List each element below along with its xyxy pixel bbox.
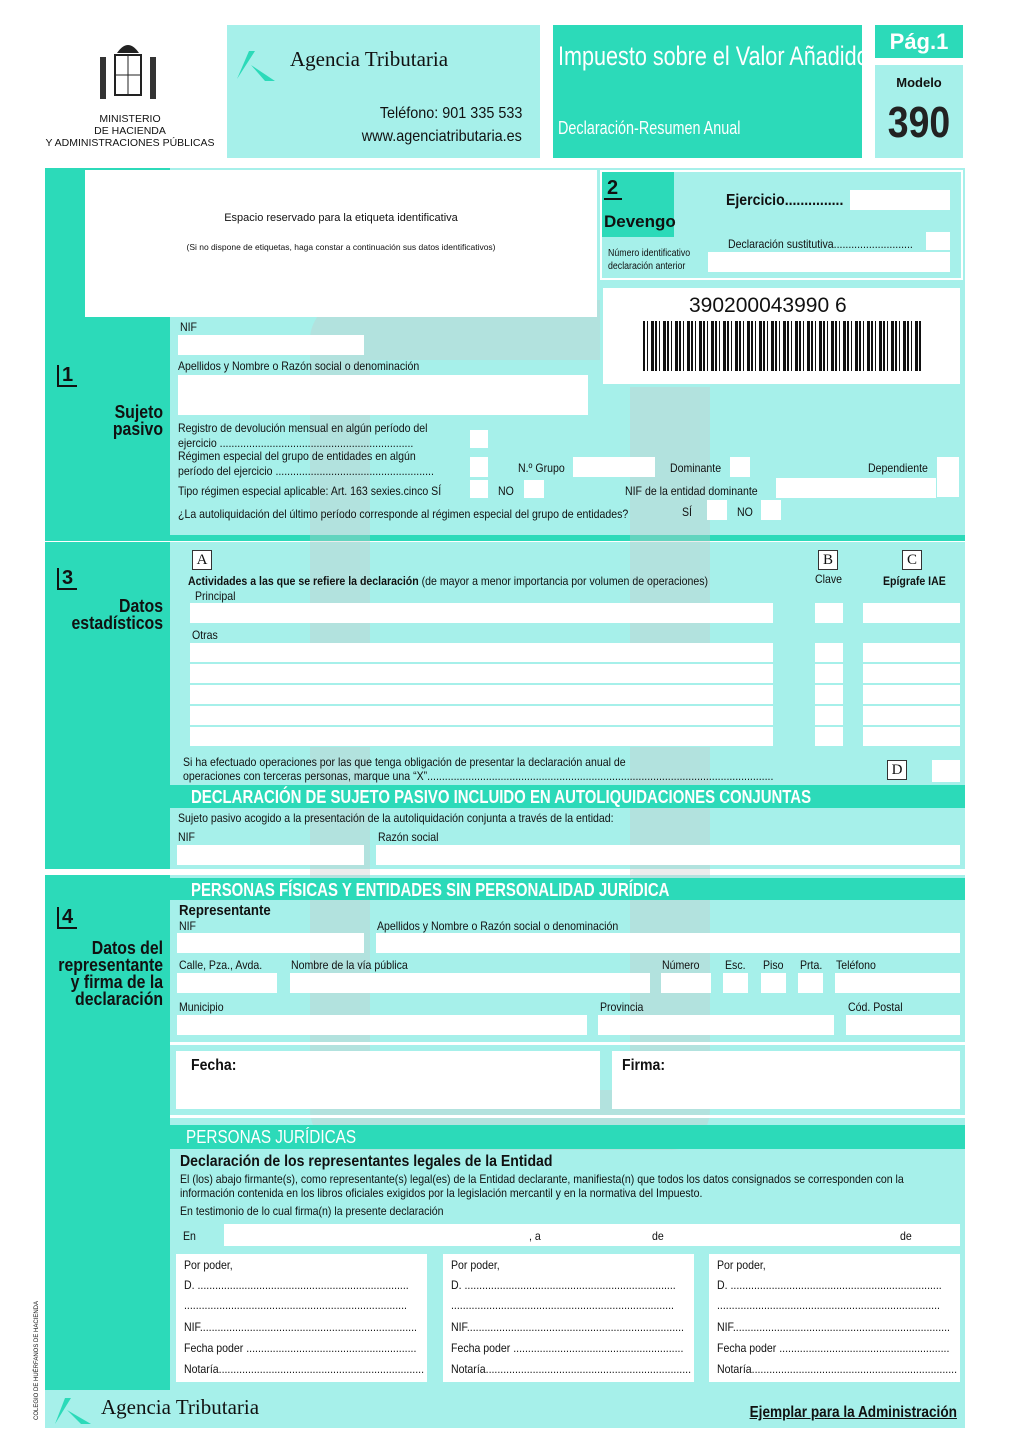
poder-fp: Fecha poder .......................................................... — [184, 1341, 417, 1355]
telefono-label: Teléfono — [836, 958, 876, 972]
principal-epigrafe-field[interactable] — [863, 603, 960, 623]
tipo-regimen-label: Tipo régimen especial aplicable: Art. 163 sexies.cinco SÍ — [178, 484, 442, 498]
section-4-number: 4 — [57, 907, 77, 929]
conjunta-band-title: DECLARACIÓN DE SUJETO PASIVO INCLUIDO EN AUTOLIQUIDACIONES CONJUNTAS — [191, 787, 812, 807]
nif-field[interactable] — [178, 335, 364, 355]
decl-text-2: información contenida en los libros oficiales exigidos por la legislación mercantil y en la normativa del Impuesto. — [180, 1186, 703, 1200]
poder-d: D. ........................................................................ — [184, 1278, 409, 1292]
autoliq-si-checkbox[interactable] — [707, 500, 727, 520]
footer-agency: Agencia Tributaria — [101, 1395, 260, 1419]
page-label: Pág.1 — [889, 29, 949, 54]
apellidos-label: Apellidos y Nombre o Razón social o denominación — [178, 359, 420, 373]
nif-label: NIF — [180, 320, 198, 334]
conjunta-nif-label: NIF — [178, 830, 196, 844]
telefono-field[interactable] — [835, 973, 960, 993]
agency-logo-icon — [53, 1394, 93, 1426]
piso-label: Piso — [763, 958, 784, 972]
sustitutiva-checkbox[interactable] — [926, 232, 950, 250]
de-label: de — [652, 1229, 664, 1243]
website: www.agenciatributaria.es — [361, 128, 522, 145]
numero-field[interactable] — [661, 973, 711, 993]
prta-label: Prta. — [800, 958, 823, 972]
tax-title: Impuesto sobre el Valor Añadido — [558, 41, 869, 71]
agency-logo-icon — [235, 47, 277, 83]
copy-label: Ejemplar para la Administración — [749, 1404, 957, 1421]
numero-label: Número — [662, 958, 700, 972]
poder-fp: Fecha poder .......................................................... — [451, 1341, 684, 1355]
label-area-title: Espacio reservado para la etiqueta identificativa — [224, 212, 458, 224]
section-2 — [600, 170, 963, 280]
nif-dominante-label: NIF de la entidad dominante — [625, 484, 758, 498]
poder-fp: Fecha poder .......................................................... — [717, 1341, 950, 1355]
num-ident-field[interactable] — [708, 252, 950, 272]
phone: Teléfono: 901 335 533 — [379, 105, 522, 122]
ministry-line: Y ADMINISTRACIONES PÚBLICAS — [45, 137, 215, 149]
fecha-field[interactable] — [176, 1051, 600, 1109]
actividades-note: (de mayor a menor importancia por volumen de operaciones) — [421, 574, 709, 588]
poder-nif: NIF.......................................................................... — [451, 1320, 684, 1334]
terceras-label-2: operaciones con terceras personas, marque una “X”...................................................................................................................... — [183, 769, 774, 783]
piso-field[interactable] — [761, 973, 786, 993]
conjunta-razon-label: Razón social — [378, 830, 439, 844]
letter-a: A — [192, 550, 212, 570]
poder-block[interactable] — [709, 1254, 960, 1382]
coat-of-arms-icon — [95, 35, 161, 109]
juridicas-band-title: PERSONAS JURÍDICAS — [186, 1127, 357, 1147]
divider — [170, 1042, 965, 1045]
lugar-fecha-field[interactable] — [224, 1224, 960, 1246]
esc-label: Esc. — [725, 958, 746, 972]
autoliq-label: ¿La autoliquidación del último período corresponde al régimen especial del grupo de entidades? — [178, 507, 629, 521]
decl-text: El (los) abajo firmante(s), como representante(s) legal(es) de la Entidad declarante, manifiesta(n) que todos los datos consignados se corresponden con la — [180, 1172, 904, 1186]
letter-b: B — [818, 550, 838, 570]
ministry-logo — [45, 35, 215, 155]
tipo-no-checkbox[interactable] — [524, 480, 544, 498]
poder-p: Por poder, — [184, 1258, 233, 1272]
a-label: , a — [529, 1229, 541, 1243]
provincia-label: Provincia — [600, 1000, 644, 1014]
poder-not: Notaría...................................................................... — [184, 1362, 425, 1376]
autoliq-si-label: SÍ — [682, 505, 692, 519]
ministry-line: MINISTERIO — [99, 113, 161, 125]
dominante-label: Dominante — [670, 461, 722, 475]
poder-l: ............................................................................ — [451, 1298, 674, 1312]
dependiente-label: Dependiente — [868, 461, 928, 475]
ministry-line: DE HACIENDA — [94, 125, 166, 137]
regimen-label-2: período del ejercicio ...................................................... — [178, 464, 434, 478]
rep-nif-field[interactable] — [177, 933, 364, 953]
registro-checkbox[interactable] — [470, 430, 488, 448]
calle-field[interactable] — [177, 973, 277, 993]
barcode-number: 390200043990 6 — [689, 294, 847, 317]
rep-apellidos-label: Apellidos y Nombre o Razón social o denominación — [377, 919, 619, 933]
registro-label: Registro de devolución mensual en algún período del — [178, 421, 428, 435]
autoliq-no-checkbox[interactable] — [761, 500, 781, 520]
autoliq-no-label: NO — [737, 505, 753, 519]
model-number: 390 — [887, 98, 951, 147]
otras-clave-field[interactable] — [815, 643, 843, 747]
section-3-sidebar — [45, 542, 170, 869]
otras-label: Otras — [192, 628, 218, 642]
ejercicio-field[interactable] — [850, 190, 950, 210]
poder-l: ............................................................................ — [717, 1298, 940, 1312]
via-label: Nombre de la vía pública — [291, 958, 408, 972]
actividades-title: Actividades a las que se refiere la declaración — [188, 574, 419, 588]
dependiente-checkbox[interactable] — [937, 457, 959, 497]
municipio-field[interactable] — [177, 1015, 587, 1035]
de-label-2: de — [900, 1229, 912, 1243]
section-3-number: 3 — [57, 568, 77, 590]
nif-dominante-field[interactable] — [776, 478, 936, 498]
label-area-note: (Si no dispone de etiquetas, haga constar a continuación sus datos identificativos) — [186, 242, 496, 252]
calle-label: Calle, Pza., Avda. — [179, 958, 263, 972]
representante-label: Representante — [179, 902, 271, 919]
apellidos-field[interactable] — [178, 375, 588, 415]
regimen-label: Régimen especial del grupo de entidades en algún — [178, 449, 416, 463]
conjunta-razon-field[interactable] — [376, 845, 960, 865]
poder-p: Por poder, — [717, 1258, 766, 1272]
section-4-title: Datos del representante y firma de la declaración — [58, 938, 163, 1009]
rep-nif-label: NIF — [179, 919, 197, 933]
poder-nif: NIF.......................................................................... — [184, 1320, 417, 1334]
prta-field[interactable] — [798, 973, 823, 993]
firma-field[interactable] — [612, 1051, 960, 1109]
poder-d: D. ........................................................................ — [717, 1278, 942, 1292]
provincia-field[interactable] — [598, 1015, 834, 1035]
terceras-label: Si ha efectuado operaciones por las que tenga obligación de presentar la declaración anual de — [183, 755, 626, 769]
barcode-box — [600, 285, 963, 387]
decl-title: Declaración de los representantes legales de la Entidad — [180, 1153, 553, 1170]
agency-box — [227, 25, 540, 158]
page-number — [875, 25, 963, 58]
fecha-label: Fecha: — [191, 1057, 237, 1074]
tipo-no-label: NO — [498, 484, 514, 498]
model-box — [875, 65, 963, 158]
poder-not: Notaría...................................................................... — [717, 1362, 958, 1376]
otras-epigrafe-field[interactable] — [863, 643, 960, 747]
poder-block[interactable] — [443, 1254, 694, 1382]
fisicas-band-title: PERSONAS FÍSICAS Y ENTIDADES SIN PERSONALIDAD JURÍDICA — [191, 880, 670, 900]
principal-clave-field[interactable] — [815, 603, 843, 623]
regimen-checkbox[interactable] — [470, 457, 488, 477]
letter-d: D — [887, 760, 907, 780]
side-print: COLEGIO DE HUÉRFANOS DE HACIENDA — [34, 1300, 40, 1420]
section-2-title: Devengo — [604, 212, 676, 231]
section-3-title: Datos estadísticos — [71, 596, 163, 633]
via-field[interactable] — [290, 973, 650, 993]
section-1-title: Sujeto pasivo — [112, 402, 163, 439]
otras-activity-field[interactable] — [190, 643, 773, 747]
grupo-label: N.º Grupo — [518, 461, 565, 475]
section-1-number: 1 — [57, 365, 77, 387]
conjunta-text: Sujeto pasivo acogido a la presentación de la autoliquidación conjunta a través de la entidad: — [178, 811, 614, 825]
cp-label: Cód. Postal — [848, 1000, 903, 1014]
tax-subtitle: Declaración-Resumen Anual — [558, 118, 741, 138]
epigrafe-label: Epígrafe IAE — [883, 574, 946, 588]
divider — [170, 1115, 965, 1118]
en-label: En — [183, 1229, 196, 1243]
conjunta-nif-field[interactable] — [177, 845, 364, 865]
decl-anterior-label: declaración anterior — [608, 261, 686, 272]
model-label: Modelo — [896, 75, 942, 90]
tax-title-box — [553, 25, 869, 158]
esc-field[interactable] — [723, 973, 748, 993]
sustitutiva-label: Declaración sustitutiva........................... — [728, 237, 913, 251]
clave-label: Clave — [815, 572, 843, 586]
grupo-field[interactable] — [573, 457, 655, 477]
poder-nif: NIF.......................................................................... — [717, 1320, 950, 1334]
letter-c: C — [902, 550, 922, 570]
actividades-label — [188, 574, 708, 588]
dominante-checkbox[interactable] — [730, 457, 750, 477]
poder-block[interactable] — [176, 1254, 427, 1382]
poder-not: Notaría...................................................................... — [451, 1362, 692, 1376]
poder-p: Por poder, — [451, 1258, 500, 1272]
principal-activity-field[interactable] — [190, 603, 773, 623]
principal-label: Principal — [195, 589, 236, 603]
footer — [45, 1390, 965, 1428]
ejercicio-label: Ejercicio............... — [726, 192, 844, 209]
terceras-checkbox[interactable] — [932, 760, 960, 782]
registro-label-2: ejercicio .................................................................. — [178, 436, 414, 450]
poder-d: D. ........................................................................ — [451, 1278, 676, 1292]
cp-field[interactable] — [846, 1015, 960, 1035]
rep-apellidos-field[interactable] — [376, 933, 960, 953]
label-area[interactable] — [85, 170, 597, 317]
barcode — [643, 321, 923, 371]
municipio-label: Municipio — [179, 1000, 224, 1014]
section-2-number: 2 — [604, 178, 622, 200]
num-ident-label: Número identificativo — [608, 248, 691, 259]
tipo-si-checkbox[interactable] — [470, 480, 488, 498]
firma-label: Firma: — [622, 1057, 666, 1074]
poder-l: ............................................................................ — [184, 1298, 407, 1312]
testimonio: En testimonio de lo cual firma(n) la presente declaración — [180, 1204, 444, 1218]
agency-name: Agencia Tributaria — [290, 47, 449, 71]
